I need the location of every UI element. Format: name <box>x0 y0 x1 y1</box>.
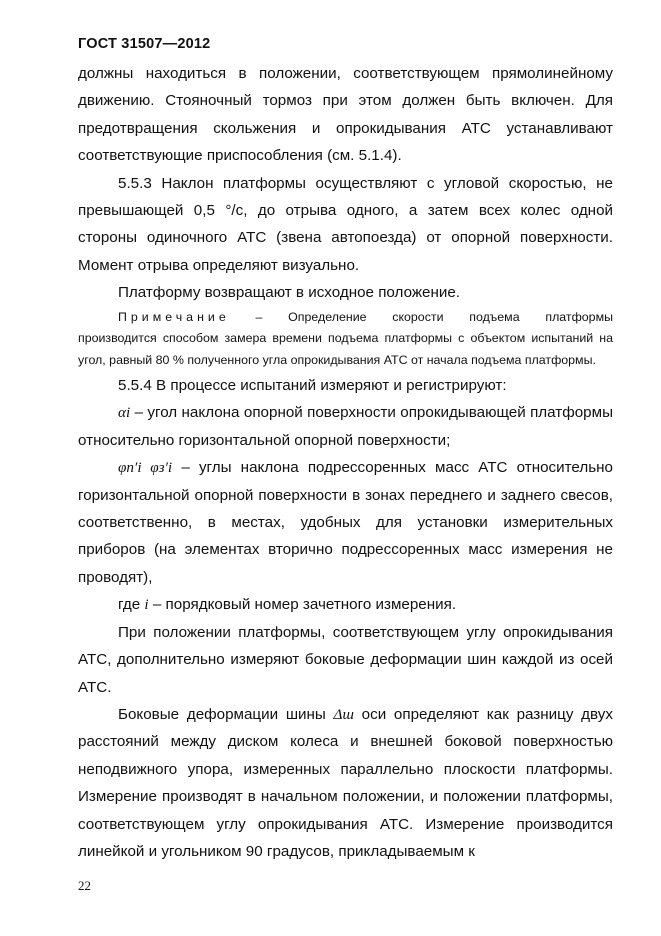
phi-definition: – углы наклона подрессоренных масс АТС относительно горизонтальной опорной поверхности в зонах переднего и заднего свесов, соответственно, в местах, удобных для установки измерительных приборов (на элементах вторично подрессоренных масс измерения не проводят), <box>78 459 613 586</box>
body-text <box>78 60 613 865</box>
phi-symbols: φп′i φз′i <box>118 459 173 477</box>
paragraph-index <box>78 591 613 618</box>
page-number: 22 <box>78 878 91 893</box>
deformation-definition: оси определяют как разницу двух расстояний между диском колеса и внешней боковой поверхностью неподвижного упора, измеренных параллельно плоскости платформы. Измерение производят в начальном положении, и положении платформы, соответствующем углу опрокидывания АТС. Измерение производится линейкой и угольником 90 градусов, прикладываемым к <box>78 705 613 860</box>
index-definition: – порядковый номер зачетного измерения. <box>152 596 457 614</box>
delta-symbol: Δш <box>333 705 354 723</box>
note-label: Примечание <box>118 309 230 324</box>
i-symbol: i <box>144 596 149 614</box>
paragraph-lateral-deformation <box>78 701 613 865</box>
paragraph-alpha <box>78 399 613 454</box>
paragraph-phi <box>78 454 613 591</box>
paragraph-platform-return: Платформу возвращают в исходное положение. <box>118 284 460 302</box>
paragraph-continuation: должны находиться в положении, соответствующем прямолинейному движению. Стояночный тормоз при этом должен быть включен. Для предотвращения скольжения и опрокидывания АТС устанавливают соответствующие приспособления (см. 5.1.4). <box>78 65 613 165</box>
note-line1: – Определение скорости подъема платформы <box>255 309 613 324</box>
deformation-prefix: Боковые деформации шины <box>118 705 326 723</box>
paragraph-5-5-3: 5.5.3 Наклон платформы осуществляют с угловой скоростью, не превышающей 0,5 °/с, до отрыва одного, а затем всех колес одной стороны одиночного АТС (звена автопоезда) от опорной поверхности. Момент отрыва определяют визуально. <box>78 174 613 274</box>
standard-header: ГОСТ 31507—2012 <box>78 36 211 52</box>
note-first-line <box>78 307 613 329</box>
alpha-definition: – угол наклона опорной поверхности опрокидывающей платформы относительно горизонтальной опорной поверхности; <box>78 404 613 449</box>
alpha-symbol: αi <box>118 404 131 422</box>
note-rest: производится способом замера времени подъема платформы с объектом испытаний на угол, равный 80 % полученного угла опрокидывания АТС от начала подъема платформы. <box>78 331 613 368</box>
paragraph-5-5-4: 5.5.4 В процессе испытаний измеряют и регистрируют: <box>118 377 507 395</box>
index-prefix: где <box>118 596 141 614</box>
paragraph-tire-deformation: При положении платформы, соответствующем углу опрокидывания АТС, дополнительно измеряют боковые деформации шин каждой из осей АТС. <box>78 623 613 696</box>
